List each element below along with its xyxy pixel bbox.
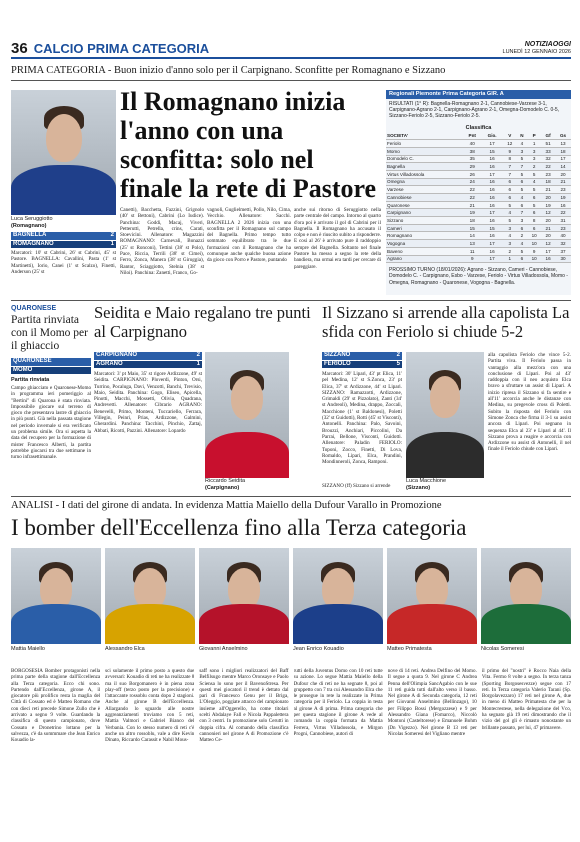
standings-cell: 12 — [503, 140, 517, 148]
sizzano-headline: Il Sizzano si arrende alla capolista La sfida con Feriolo si chiude 5-2 — [322, 303, 570, 341]
section-title: CALCIO PRIMA CATEGORIA — [33, 40, 210, 56]
standings-cell: 5 — [527, 186, 541, 194]
qua-away — [11, 367, 91, 375]
player-photo-row — [11, 548, 571, 656]
standings-cell: 40 — [463, 140, 481, 148]
photo-seruggiotto — [11, 90, 116, 215]
standings-cell: 20 — [555, 170, 571, 178]
photo-macchione — [406, 352, 484, 478]
standings-cell: 4 — [527, 178, 541, 186]
analisi-column: saff sono i migliori realizzatori del Baff Belfilsugo mentre Marco Oronsaye e Paolo Sciensa lo sono per il BavenoStresa. Per questi mei giocatori il trend è dettato dal pari di Francesco Genu per il Briga, L'Oleggio, poggiate attacco del campionato insieme all'Oggerello, ha come titolari scelti Abdalaye Fall e Nicola Pappalettera con 3 centri. In promozione solo Cerutti in doppia cifra. Al comando della classifica cannonieri nel girone A di Promozione c'è Matteo Ce- — [199, 668, 289, 744]
carpignano-body: Marcatori: 3' pt Maio, 35' st rigore Ardizzone, 49' st Seidita. CARPIGNANO: Ploverdi, Pinton, Orsi, Turrino, Pocaluga, Davi, Venzotti, Banchi, Trevisio, Maio, Seidita. Panchina: Gogo, Eliseo, Apicella, Pinotti, Macchi, Mossetti, Olivia, Quadrana, Andrevetti. Allenatore: Cibrario AGRANO: Benevelli, Primo, Monteni, Tuccariello, Ferrara, Villegin, Peinri, Prias, Ardizzone, Galmini, Gherardini. Panchina: Tacchini, Pinchio, Zattaj, Abbati, Ricotti, Pazzini. Allenatore: Lopardo — [94, 371, 202, 434]
player-card — [199, 548, 289, 656]
standings-cell: 40 — [555, 232, 571, 240]
carpignano-headline: Seidita e Maio regalano tre punti al Carpignano — [94, 303, 311, 341]
analisi-kicker-text: - I dati del girone di andata. In evidenza Mattia Maiello della Dufour Varallo in Promozione — [53, 500, 442, 511]
standings-cell: 1 — [527, 140, 541, 148]
brand-logo: NOTIZIAOGGI — [524, 40, 571, 48]
score-home-goals: 2 — [110, 232, 114, 238]
sizzano-body: alla capolista Feriolo che vince 5-2. Partita viva. Il Feriolo passa in vantaggio alla mezz'ora con una conclusione di Lipari. Poi al 43' raddoppia con il neo acquisto Elca bravo a sfruttare un assist di Lipari. A inizio ripresa il Sizzano si fa sentire e all'11' accorcia anche le distanze con Medina, su pregevole cross di Poletti. Subito la risposta del Feriolo con Simone Zonca che firma il 3-1 su assist ancora di Lipari. Poi segnano in sequenza Elca al 23' e Lipari al 44'. Il Sizzano prova a reagire e accorcia con Ardizzone su assist di Antonelli, il nel finale il Feriolo chiude con Lipari. — [488, 352, 571, 453]
standings-cell: Virtus Villadossola — [386, 170, 463, 178]
story1-col2: Canetti), Bacchetta, Fazzini, Grignolo (40' st Bettoni), Cabrini (Lo Iudice). Panchina: Goddi, Macaj, Viveri, Petterutti, Petrella, crins, Carati, Stoevicini. Allenatore: Magazzini ROMAGNANO: Carnevali, Bonazzi (25' st Ronconi), Tettini (38' st Polo), Pace, Riccia, Terrili (38' st Cimei), Ferro, Zonca, Manera (38' st Giroggia), Rantor, Sciaggiotto, Stelnia (38' st Niloi). Panchina: Zanetti, Franco, Go- — [120, 207, 204, 276]
standings-cell: 16 — [481, 155, 502, 163]
standings-cell: 21 — [541, 186, 555, 194]
standings-cell: 38 — [463, 147, 481, 155]
qua-away-team: MOMO — [13, 366, 33, 373]
standings-cell: 23 — [555, 224, 571, 232]
analisi-headline: I bomber dell'Eccellenza fino alla Terza categoria — [11, 515, 467, 540]
standings-cell: 6 — [503, 194, 517, 202]
standings-cell: 20 — [541, 217, 555, 225]
standings-cell: 37 — [555, 247, 571, 255]
quaronese-label: Partita rinviata — [11, 377, 50, 383]
standings-cell: 3 — [503, 224, 517, 232]
standings-col-header: P — [527, 132, 541, 140]
standings-cell: 15 — [481, 147, 502, 155]
standings-cell: 6 — [503, 178, 517, 186]
standings-cell: 9 — [463, 255, 481, 263]
player-photo — [105, 548, 195, 644]
standings-cell: 29 — [463, 163, 481, 171]
standings-cell: 19 — [555, 194, 571, 202]
caption-team: (Romagnano) — [11, 223, 47, 229]
standings-cell: 16 — [481, 163, 502, 171]
standings-col-header: Gf — [541, 132, 555, 140]
standings-cell: 3 — [517, 147, 527, 155]
standings-cell: 13 — [555, 140, 571, 148]
standings-cell: 12 — [541, 209, 555, 217]
standings-row — [386, 240, 571, 248]
standings-table-title: Classifica — [465, 125, 492, 131]
standings-col-header: N — [517, 132, 527, 140]
standings-cell: 32 — [541, 155, 555, 163]
standings-row — [386, 147, 571, 155]
standings-cell: Momo — [386, 147, 463, 155]
standings-cell: 4 — [517, 194, 527, 202]
photo-caption-seruggiotto — [11, 216, 116, 230]
carp-home-team: CARPIGNANO — [96, 352, 138, 358]
quaronese-kicker: QUARONESE — [11, 305, 57, 312]
standings-cell: 16 — [481, 201, 502, 209]
scoreboard-sizzano — [322, 352, 402, 368]
headline-romagnano: Il Romagnano inizia l'anno con una sconfitta: solo nel finale la rete di Pastore — [120, 87, 377, 203]
kicker-text: - Buon inizio d'anno solo per il Carpignano. Sconfitte per Romagnano e Sizzano — [105, 65, 446, 76]
standings-cell: 5 — [517, 155, 527, 163]
caption-name: Luca Seruggiotto — [11, 216, 53, 222]
analisi-column: nove di 14 reti. Andrea Delfino del Momo. Il segue a quota 9. Nel girone C Andrea Penna dell'Olimpia SancAgabio con le sue 11 reti guida tutti dall'alto verso il basso. Nel girone A di Seconda categoria, 12 reti per Giovanni Anselmino (Bellinzago), 10 per Filippo Bossi (Mergozzese) e 9 per Alessandro Giana (Fomarco), Niccolò Montoni (Casteltorese) e Emanuele Bohm (Dn Vigezzo). Nel girone B 13 reti per Nicolas Someresi del Vigliano mentre — [387, 668, 477, 737]
standings-cell: 4 — [503, 209, 517, 217]
standings-cell: 7 — [503, 170, 517, 178]
standings-cell: Quaronese — [386, 201, 463, 209]
standings-cell: 22 — [463, 186, 481, 194]
standings-table — [386, 132, 571, 263]
standings-row — [386, 194, 571, 202]
player-caption: Alessandro Elca — [105, 646, 145, 652]
siz-home-goals: 2 — [396, 352, 400, 358]
divider-1 — [11, 300, 571, 301]
carp-away — [94, 361, 202, 369]
score-away-team: ROMAGNANO — [13, 240, 54, 247]
standings-cell: 23 — [541, 170, 555, 178]
player-card — [105, 548, 195, 656]
standings-cell: 5 — [517, 186, 527, 194]
standings-col-header: Gs — [555, 132, 571, 140]
standings-cell: Varzese — [386, 186, 463, 194]
header-rule — [11, 57, 571, 59]
standings-cell: 16 — [481, 232, 502, 240]
standings-cell: 20 — [541, 194, 555, 202]
standings-cell: 22 — [463, 194, 481, 202]
standings-cell: Vogogna — [386, 240, 463, 248]
standings-col-header: Pnt — [463, 132, 481, 140]
caption-name: Riccardo Seidita — [205, 478, 246, 484]
story1-col3: vagnoli, Guglielmetti, Pollo, Nilo, Cima, Vecchio. Allenatore: Sacchi. BAGNELLA 2 2026 inizia con una sconfitta per il Romagnano sul campo del Bagnella. Primo tempo tutto sommato equilibrato tra le due formazioni con il Romagnano che ha comunque anche qualche buona azione da gioco con Porro e Pastore, puntando — [207, 207, 291, 264]
standings-panel — [386, 90, 571, 295]
carp-home-goals: 2 — [196, 352, 200, 358]
standings-cell: 18 — [555, 147, 571, 155]
standings-cell: Domodelo C. — [386, 155, 463, 163]
standings-cell: 21 — [463, 201, 481, 209]
standings-cell: 10 — [527, 232, 541, 240]
player-card — [293, 548, 383, 656]
standings-cell: 5 — [503, 201, 517, 209]
standings-cell: 5 — [503, 217, 517, 225]
standings-cell: 23 — [555, 186, 571, 194]
player-photo — [481, 548, 571, 644]
standings-row — [386, 170, 571, 178]
standings-cell: 2 — [527, 163, 541, 171]
standings-cell: 7 — [503, 163, 517, 171]
standings-cell: 20 — [541, 232, 555, 240]
standings-cell: 10 — [527, 240, 541, 248]
standings-row — [386, 255, 571, 263]
standings-row — [386, 163, 571, 171]
analisi-column: rutti della Juventus Domo con 10 reti tutte su azione. Lo segue Mattia Maiello della Dufour che di reti ne ha segnate 8, poi al gruppetto con 7 tra cui Alessandro Elca che le prosegue in rete la realizzate in Prima categoria per il Feriolo. La coppia in testa al girone A di prima. Prima categoria che per questa stagione il girone A vede al comando la coppia formata da Mattia Ferrera, Virtus Villadossola, e Mirgon Progni, Cannobiese, autori di — [293, 668, 383, 737]
standings-row — [386, 209, 571, 217]
quaronese-headline: Partita rinviata con il Momo per il ghiaccio — [11, 314, 88, 352]
standings-row — [386, 155, 571, 163]
caption-team: (Carpignano) — [205, 485, 240, 491]
standings-cell: 7 — [517, 209, 527, 217]
issue-date: LUNEDÌ 12 GENNAIO 2026 — [502, 48, 571, 55]
standings-cell: 6 — [517, 178, 527, 186]
standings-cell: 16 — [481, 247, 502, 255]
standings-cell: 31 — [555, 217, 571, 225]
analisi-columns — [11, 668, 571, 838]
standings-cell: 15 — [463, 224, 481, 232]
analisi-column: sci solamente il primo posto a questo due avversari: Kouadio di reti ne ha realizzate 8 ma il suo Borgomanero è in piena zona play-off (terzo posto per la precisione) e l'attaccante rossoblu conta dopo 2 stagioni. Anche al girone B dell'Eccellenza. Allargando lo sguardo alle nostre aggreanziamenti troviamo con 5 reti, Mattia Valmori e Gabriel Bianco del Verbania. Con lo stesso numero di reti c'è anche un altro rossoblu, vale a dire Kevin Dinato, Riccardo Carassit e Nabil Mous- — [105, 668, 195, 744]
siz-home — [322, 352, 402, 360]
quaronese-body: Campo ghiacciato e Quaronese-Momo in programma ieri pomeriggio al "Bertini" di Quarona è stata rinviata. Impossibile giocare sul terreno di gioco che presentava lastre di ghiaccio in più punti. Già nella passata stagione nel periodo invernale si era verificato un problema simile. Ora si aspetta la data del recupero per la formazione di mister Francesco Alberti, la partita potrebbe giocarsi tra due settimane in turno infrasettimanale. — [11, 385, 91, 461]
standings-cell: 17 — [481, 209, 502, 217]
siz-away — [322, 361, 402, 369]
standings-cell: 9 — [527, 247, 541, 255]
scoreboard-bagnella — [11, 232, 116, 248]
player-card — [11, 548, 101, 656]
player-caption: Matteo Primatesta — [387, 646, 432, 652]
standings-cell: 11 — [463, 247, 481, 255]
standings-row — [386, 224, 571, 232]
standings-cell: Cameri — [386, 224, 463, 232]
standings-cell: 18 — [541, 178, 555, 186]
player-photo — [387, 548, 477, 644]
standings-row — [386, 217, 571, 225]
standings-cell: 17 — [481, 255, 502, 263]
standings-cell: 17 — [481, 240, 502, 248]
standings-cell: 5 — [517, 170, 527, 178]
qua-home-team: QUARONESE — [13, 358, 52, 364]
standings-cell: 7 — [517, 163, 527, 171]
player-caption: Jean Enrico Kouadio — [293, 646, 344, 652]
standings-cell: 3 — [503, 240, 517, 248]
scoreboard-quaronese — [11, 358, 91, 374]
carp-home — [94, 352, 202, 360]
standings-cell: 16 — [541, 255, 555, 263]
standings-cell: 15 — [481, 224, 502, 232]
carp-away-goals: 1 — [196, 360, 200, 367]
standings-cell: 30 — [555, 255, 571, 263]
standings-cell: 6 — [527, 209, 541, 217]
player-card — [387, 548, 477, 656]
standings-cell: 5 — [517, 247, 527, 255]
carp-away-team: AGRANO — [96, 360, 123, 367]
standings-col-header: SOCIETA' — [386, 132, 463, 140]
caption-name: Luca Macchione — [406, 478, 447, 484]
standings-row — [386, 247, 571, 255]
standings-cell: 9 — [503, 147, 517, 155]
standings-cell: 16 — [481, 178, 502, 186]
analisi-column: BORGOSESIA Bomber protagonisti nella prima parte della stagione dall'Eccellenza alla Terza categoria. Ecco chi sono. Partendo dall'Eccellenza, girone A, il giocatore più prolifico resta la maglia del Città di Cossato ed è Matteo Romano che con dieci reti precede Simone Zullo che è arrivato a segno 9 volte. Guardando la classifica di questo campionato, dove Cossato e Dronetrino lottano per la salvezza, c'è da sommmare che Jean Enrico Kouadio la- — [11, 668, 101, 744]
score-home — [11, 232, 116, 240]
standings-cell: 19 — [541, 201, 555, 209]
standings-cell: 17 — [481, 140, 502, 148]
standings-cell: 13 — [463, 240, 481, 248]
standings-cell: 6 — [503, 186, 517, 194]
standings-cell: Omegna — [386, 178, 463, 186]
standings-cell: 3 — [527, 147, 541, 155]
standings-cell: 2 — [503, 247, 517, 255]
standings-cell: 26 — [463, 170, 481, 178]
standings-cell: 21 — [541, 224, 555, 232]
standings-cell: 17 — [481, 170, 502, 178]
standings-cell: 6 — [527, 194, 541, 202]
analisi-kicker-label: ANALISI — [11, 500, 53, 511]
player-photo — [293, 548, 383, 644]
photo-seidita — [205, 352, 289, 478]
standings-cell: Bagnella — [386, 163, 463, 171]
sizzano-box-end: SIZZANO (ff) Sizzano si arrende — [322, 483, 391, 489]
standings-cell: 1 — [503, 255, 517, 263]
standings-row — [386, 186, 571, 194]
standings-col-header: Gio. — [481, 132, 502, 140]
standings-row — [386, 178, 571, 186]
standings-cell: 8 — [527, 217, 541, 225]
standings-cell: 35 — [463, 155, 481, 163]
standings-cell: 5 — [527, 170, 541, 178]
sizzano-box: Marcatori: 30' Lipari, 43' pt Elica, 11' pel Medina, 12' st S.Zonca, 23' pt Elica, 37' st Ardizzone, 44' st Lipari. SIZZANO: Ramazzotti, Ardizzone, Grimaldi (29' st Pizzolato), Zanti (34' st Andreoli), Medina, drappo, Zoccali, Macchione (1' st Baldonesi), Poletti (32' st Guidotti), Rotti (45' st Visconti), Antonelli. Panchina: Palo, Savoini, Brouzzi, Anchiari, Piccolini, Da Parrai, Bellone, Visconti, Guidotti. Allenatore: Paladin FERIOLO: Toponi, Zocco, Finetti, Di Lova, Romaldo, Lipari, Elca, Prandini, Mondinneroli, Zonca, Ramponi. — [322, 371, 402, 466]
analisi-kicker — [11, 499, 571, 512]
standings-cell: 22 — [555, 209, 571, 217]
standings-cell: 4 — [517, 140, 527, 148]
standings-next: PROSSIMO TURNO (18/01/2026): Agrano - Sizzano, Cameri - Cannobiese, Domodelo C. - Carpignano, Esbo - Varzese, Feriolo - Virtus Villadossola, Momo - Omegna, Romagnano - Quaronese, Vogogna - Bagnella. — [389, 267, 568, 286]
kicker-rule — [11, 80, 571, 81]
standings-cell: 12 — [541, 240, 555, 248]
standings-cell: 5 — [527, 201, 541, 209]
story1-col1: Marcatori: 10' st Cabrini, 26' st Cabrini, 45' st Pastore. BAGNELLA: Cavallini, Pasta (1' st Martinetti), Iorio, Canei (1' st Scalzo), Finetti, Anderson (25' st — [11, 250, 116, 275]
player-caption: Giovanni Anselmino — [199, 646, 248, 652]
standings-cell: Romagnano — [386, 232, 463, 240]
scoreboard-carpignano — [94, 352, 202, 368]
divider-2 — [11, 496, 571, 497]
standings-cell: 3 — [517, 217, 527, 225]
siz-away-goals: 5 — [396, 360, 400, 367]
standings-row — [386, 140, 571, 148]
standings-cell: 16 — [481, 217, 502, 225]
page-number: 36 — [11, 39, 28, 57]
standings-cell: 6 — [517, 255, 527, 263]
analisi-column: il primo del "nostri" è Rocco Naia della Vita. Fermo 8 volte a segno. In terza tanza (Sporting Borgosesvezze) segue con 17 reti. In Terza categoria Valerio Tarani (Sp. Borgolavezzaro) 17 reti nel girone A, due in meno di Matteo Primatesta che per la Montecrestese, nella delegazione del Vco, ha segnato già 19 reti dimostrando che il vizio del gol gli è rimasto nonostante un brillante passato, per lui, 47 primavere. — [481, 668, 572, 731]
caption-team: (Sizzano) — [406, 485, 431, 491]
standings-cell: 16 — [555, 201, 571, 209]
score-away-goals: 1 — [110, 240, 114, 247]
standings-cell: Feriolo — [386, 140, 463, 148]
standings-cell: 51 — [541, 140, 555, 148]
score-home-team: BAGNELLA — [13, 232, 47, 238]
standings-cell: Baveno — [386, 247, 463, 255]
standings-row — [386, 201, 571, 209]
standings-cell: Agrano — [386, 255, 463, 263]
kicker-line — [11, 64, 571, 77]
player-caption: Nicolas Someresi — [481, 646, 524, 652]
standings-cell: Carpignano — [386, 209, 463, 217]
standings-col-header: V — [503, 132, 517, 140]
standings-cell: Sizzano — [386, 217, 463, 225]
player-caption: Mattia Maiello — [11, 646, 45, 652]
player-photo — [11, 548, 101, 644]
standings-cell: 21 — [555, 178, 571, 186]
standings-cell: 19 — [463, 209, 481, 217]
photo-caption-seidita — [205, 478, 289, 492]
photo-caption-macchione — [406, 478, 484, 492]
standings-cell: 4 — [517, 240, 527, 248]
standings-cell: 6 — [517, 201, 527, 209]
story1-col4: anche sui ritorno di Seruggiotto nella parte centrale del campo. Intorno al quarto d'ora poi è arrivato il gol di Cabrini per il Bagnella. Il Romagnano ha accusato il colpo e non è riuscito subito a risponderre. E così al 26' è arrivato pure il raddoppio sempre del Bagnella. Soltanto nel finale Pastore ha messo a segno la rete della bandiera, ma ormai era tardi per cercare di pareggiare. — [294, 207, 381, 270]
standings-cell: 16 — [481, 186, 502, 194]
standings-cell: Cannobiese — [386, 194, 463, 202]
standings-cell: 33 — [541, 147, 555, 155]
standings-results: RISULTATI (1° R): Bagnella-Romagnano 2-1, Cannobiese-Varzese 3-1, Carpignano-Agrano 2-1, Carpignano-Agrano 2-1, Omegna-Domodelo C. 0-5, Sizzano-Feriolo 2-5, Sizzano-Feriolo 2-5. — [389, 101, 560, 120]
standings-cell: 14 — [463, 232, 481, 240]
brand-block — [503, 41, 571, 56]
standings-cell: 2 — [517, 232, 527, 240]
standings-cell: 6 — [517, 224, 527, 232]
standings-cell: 18 — [463, 217, 481, 225]
standings-cell: 17 — [541, 247, 555, 255]
standings-cell: 10 — [527, 255, 541, 263]
standings-cell: 14 — [555, 163, 571, 171]
standings-cell: 16 — [481, 194, 502, 202]
standings-cell: 4 — [503, 232, 517, 240]
player-photo — [199, 548, 289, 644]
page-header — [11, 40, 571, 56]
player-card — [481, 548, 571, 656]
standings-row — [386, 232, 571, 240]
standings-cell: 6 — [527, 224, 541, 232]
qua-home — [11, 358, 91, 366]
siz-home-team: SIZZANO — [324, 352, 351, 358]
kicker-label: PRIMA CATEGORIA — [11, 65, 106, 76]
siz-away-team: FERIOLO — [324, 360, 351, 367]
score-away — [11, 241, 116, 249]
standings-cell: 3 — [527, 155, 541, 163]
standings-cell: 22 — [541, 163, 555, 171]
standings-cell: 8 — [503, 155, 517, 163]
standings-cell: 24 — [463, 178, 481, 186]
standings-cell: 17 — [555, 155, 571, 163]
standings-cell: 32 — [555, 240, 571, 248]
standings-title: Regionali Piemonte Prima Categoria GIR. A — [386, 90, 571, 99]
